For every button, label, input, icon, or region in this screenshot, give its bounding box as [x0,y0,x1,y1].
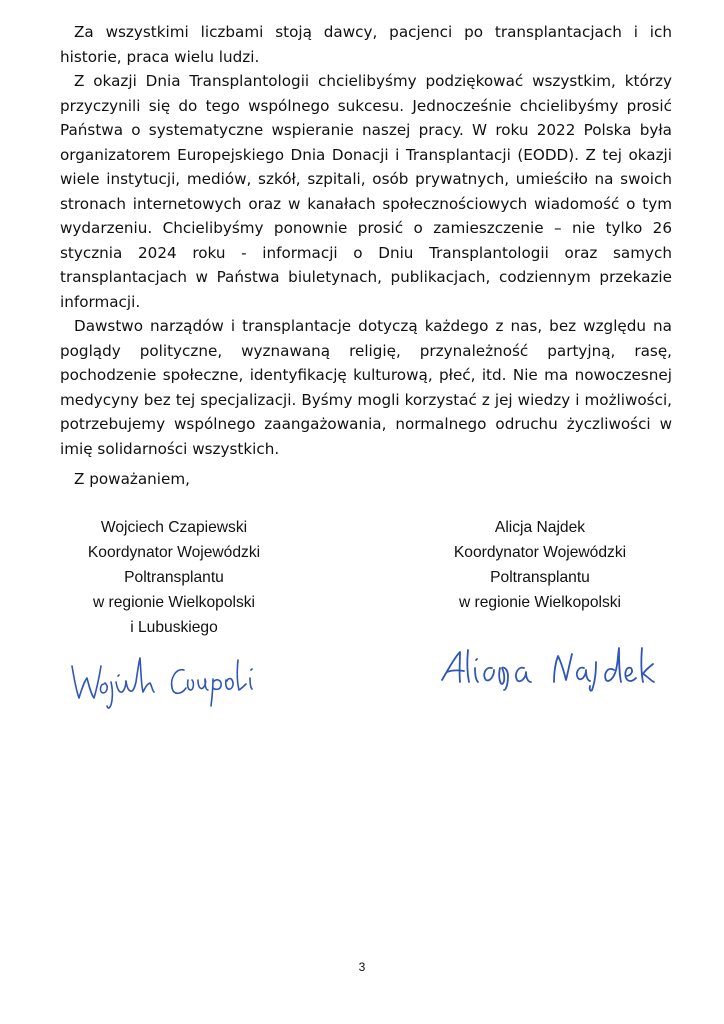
handwritten-signature-left [66,648,266,710]
handwritten-signature-right [438,640,656,692]
signatory-right [430,515,650,615]
paragraph: Za wszystkimi liczbami stoją dawcy, pacjenci po transplantacjach i ich historie, praca wielu ludzi. [60,23,672,66]
signatory-title: Poltransplantu [124,569,224,586]
letter-body [60,20,672,461]
signatory-title: Koordynator Wojewódzki [87,544,261,561]
signatory-title: Koordynator Wojewódzki [453,544,627,561]
signatory-name: Alicja Najdek [494,519,586,536]
signatory-region: i Lubuskiego [130,619,218,636]
closing-salutation: Z poważaniem, [74,470,190,488]
signatory-title: Poltransplantu [490,569,590,586]
signatory-region: w regionie Wielkopolski [458,594,622,611]
signatory-name: Wojciech Czapiewski [100,519,248,536]
paragraph: Dawstwo narządów i transplantacje dotyczą każdego z nas, bez względu na poglądy polityczne, wyznawaną religię, przynależność partyjną, rasę, pochodzenie społeczne, identyfikację kulturową, płeć, itd. Nie ma nowoczesnej medycyny bez tej specjalizacji. Byśmy mogli korzystać z jej wiedzy i możliwości, potrzebujemy wspólnego zaangażowania, normalnego odruchu życzliwości w imię solidarności wszystkich. [60,317,672,458]
page-number: 3 [358,960,366,974]
signatory-left [62,515,286,640]
signatory-region: w regionie Wielkopolski [92,594,256,611]
paragraph: Z okazji Dnia Transplantologii chcielibyśmy podziękować wszystkim, którzy przyczynili się do tego wspólnego sukcesu. Jednocześnie chcielibyśmy prosić Państwa o systematyczne wspieranie naszej pracy. W roku 2022 Polska była organizatorem Europejskiego Dnia Donacji i Transplantacji (EODD). Z tej okazji wiele instytucji, mediów, szkół, szpitali, osób prywatnych, umieściło na swoich stronach internetowych oraz w kanałach społecznościowych wiadomość o tym wydarzeniu. Chcielibyśmy ponownie prosić o zamieszczenie – nie tylko 26 stycznia 2024 roku - informacji o Dniu Transplantologii oraz samych transplantacjach w Państwa biuletynach, publikacjach, codziennym przekazie informacji. [60,72,672,311]
